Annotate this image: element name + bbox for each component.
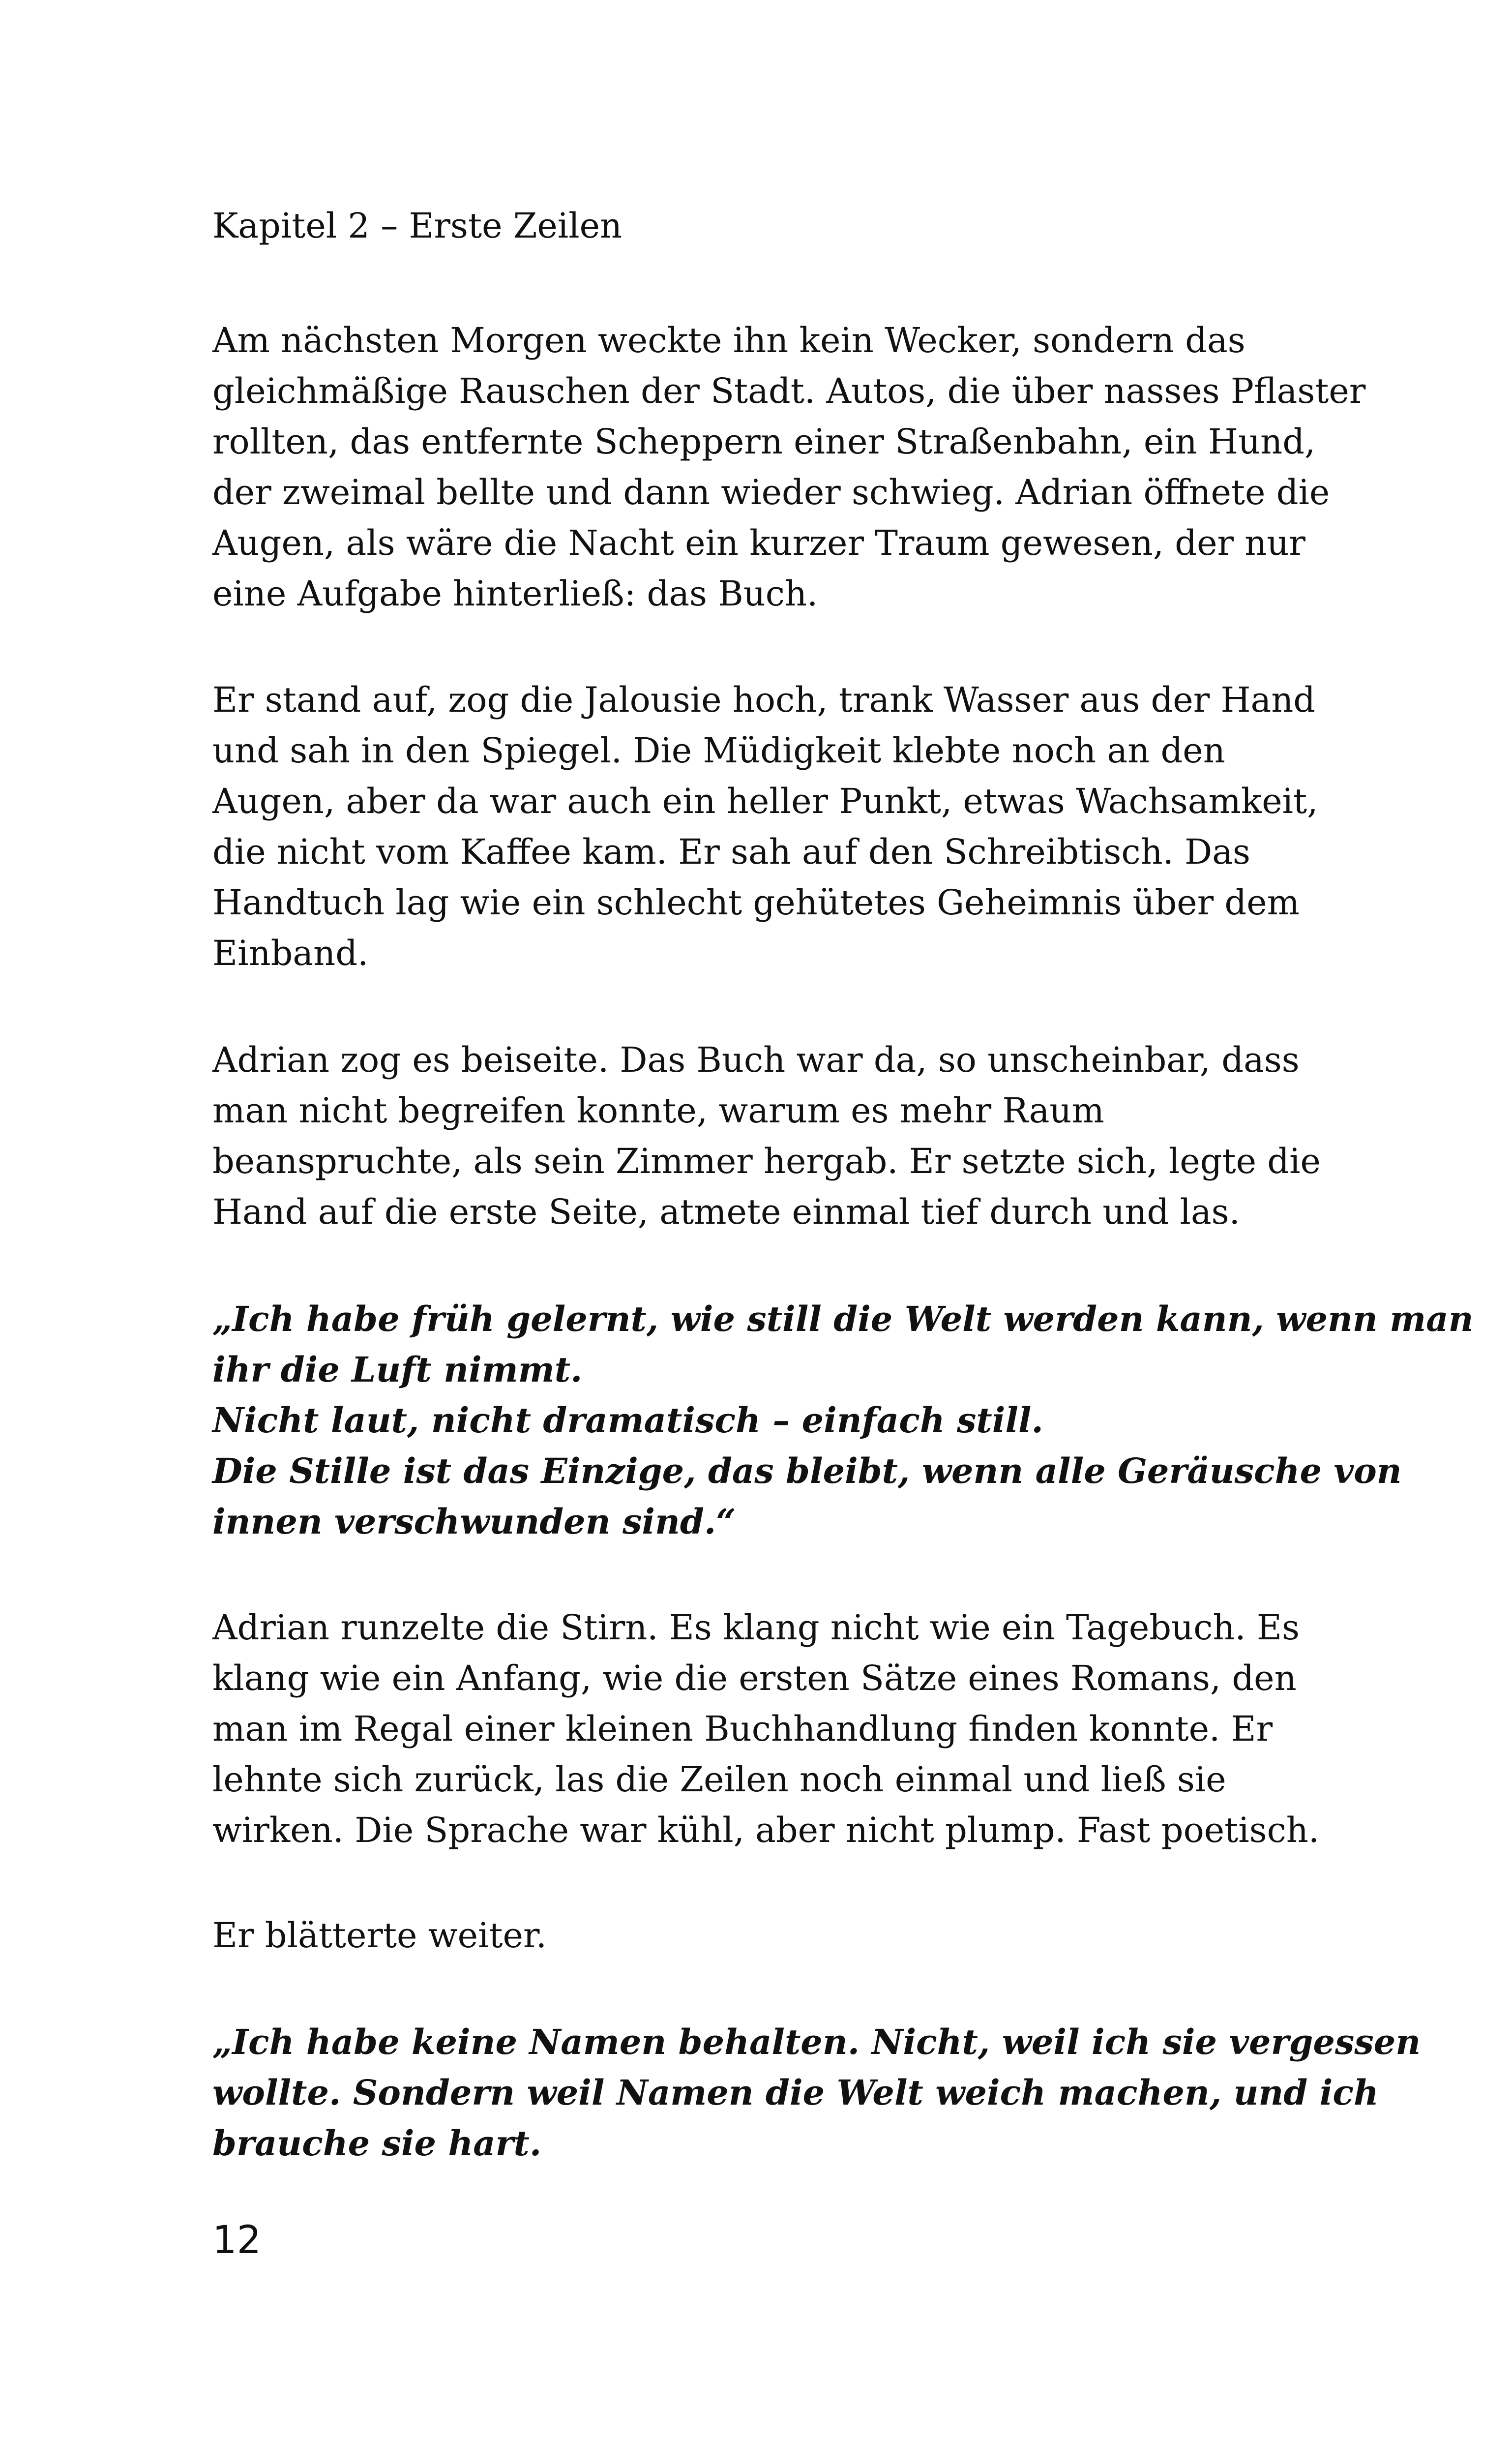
text-line: wirken. Die Sprache war kühl, aber nicht plump. Fast poetisch. <box>212 1810 1320 1850</box>
quote-line: brauche sie hart. <box>212 2123 542 2164</box>
paragraph-3 <box>212 1035 1324 1237</box>
text-line: die nicht vom Kaffee kam. Er sah auf den Schreibtisch. Das <box>212 832 1250 872</box>
text-line: rollten, das entfernte Scheppern einer Straßenbahn, ein Hund, <box>212 422 1316 462</box>
text-line: beanspruchte, als sein Zimmer hergab. Er setzte sich, legte die <box>212 1141 1321 1181</box>
text-line: Er stand auf, zog die Jalousie hoch, trank Wasser aus der Hand <box>212 680 1316 720</box>
text-line: Einband. <box>212 933 369 973</box>
text-line: lehnte sich zurück, las die Zeilen noch einmal und ließ sie <box>212 1759 1226 1800</box>
text-line: Augen, als wäre die Nacht ein kurzer Traum gewesen, der nur <box>212 523 1305 563</box>
text-line: klang wie ein Anfang, wie die ersten Sätze eines Romans, den <box>212 1658 1297 1698</box>
page-number: 12 <box>212 2218 262 2262</box>
paragraph-5 <box>212 1910 1324 1961</box>
quote-line: „Ich habe früh gelernt, wie still die Welt werden kann, wenn man <box>212 1298 1474 1339</box>
quote-1 <box>212 1294 1474 1547</box>
text-line: Hand auf die erste Seite, atmete einmal tief durch und las. <box>212 1192 1240 1232</box>
text-line: Am nächsten Morgen weckte ihn kein Wecker, sondern das <box>212 320 1245 361</box>
text-line: Adrian runzelte die Stirn. Es klang nicht wie ein Tagebuch. Es <box>212 1607 1300 1648</box>
quote-line: ihr die Luft nimmt. <box>212 1349 583 1390</box>
text-line: man im Regal einer kleinen Buchhandlung finden konnte. Er <box>212 1709 1273 1749</box>
quote-line: innen verschwunden sind.“ <box>212 1501 736 1542</box>
text-line: man nicht begreifen konnte, warum es mehr Raum <box>212 1090 1104 1131</box>
text-line: Adrian zog es beiseite. Das Buch war da, so unscheinbar, dass <box>212 1040 1300 1080</box>
quote-2 <box>212 2017 1421 2169</box>
text-line: Handtuch lag wie ein schlecht gehütetes Geheimnis über dem <box>212 882 1300 923</box>
chapter-heading-text: Kapitel 2 – Erste Zeilen <box>212 206 623 246</box>
text-line: und sah in den Spiegel. Die Müdigkeit klebte noch an den <box>212 730 1225 771</box>
text-line: Er blätterte weiter. <box>212 1915 547 1956</box>
text-line: Augen, aber da war auch ein heller Punkt, etwas Wachsamkeit, <box>212 781 1318 821</box>
text-line: gleichmäßige Rauschen der Stadt. Autos, die über nasses Pflaster <box>212 371 1366 411</box>
paragraph-4 <box>212 1602 1324 1856</box>
quote-line: wollte. Sondern weil Namen die Welt weich machen, und ich <box>212 2072 1379 2113</box>
quote-line: Nicht laut, nicht dramatisch – einfach still. <box>212 1400 1043 1441</box>
text-line: eine Aufgabe hinterließ: das Buch. <box>212 573 818 614</box>
paragraph-2 <box>212 675 1324 979</box>
paragraph-1 <box>212 315 1366 619</box>
chapter-heading <box>212 201 1324 251</box>
quote-line: „Ich habe keine Namen behalten. Nicht, weil ich sie vergessen <box>212 2021 1421 2062</box>
text-line: der zweimal bellte und dann wieder schwieg. Adrian öffnete die <box>212 472 1330 513</box>
quote-line: Die Stille ist das Einzige, das bleibt, wenn alle Geräusche von <box>212 1450 1402 1491</box>
